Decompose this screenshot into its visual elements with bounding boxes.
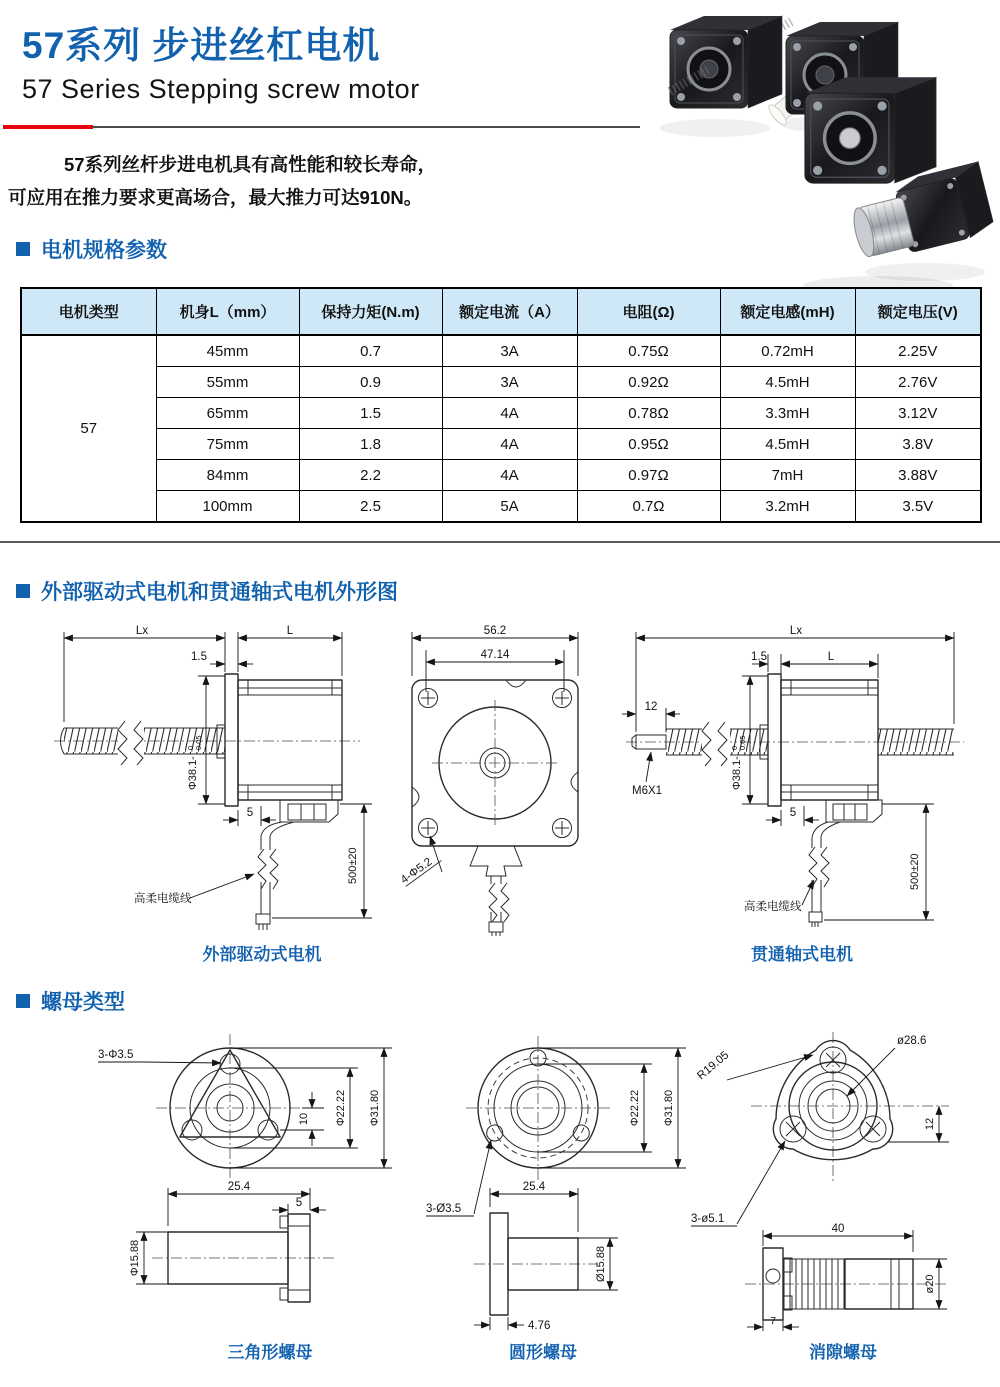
spec-cell: 45mm xyxy=(156,335,299,367)
spec-cell: 2.76V xyxy=(855,367,981,398)
antibacklash-nut-drawing xyxy=(685,1020,995,1332)
motor-type-cell: 57 xyxy=(21,335,156,522)
spec-col-header: 电机类型 xyxy=(21,288,156,335)
motor-photo-3 xyxy=(805,77,936,183)
cable-label: 高柔电缆线 xyxy=(134,893,192,905)
spec-cell: 2.25V xyxy=(855,335,981,367)
dim-lx: Lx xyxy=(135,625,149,637)
spec-cell: 0.92Ω xyxy=(577,367,720,398)
dim-offset: 5 xyxy=(789,807,797,819)
spec-cell: 4A xyxy=(442,429,577,460)
section-nuts xyxy=(16,986,125,1016)
section-outline xyxy=(16,576,398,606)
section-outline-title: 外部驱动式电机和贯通轴式电机外形图 xyxy=(41,581,398,604)
spec-cell: 5A xyxy=(442,491,577,523)
spec-cell: 7mH xyxy=(720,460,855,491)
section-bullet-icon xyxy=(16,994,30,1008)
dim-outer-dia: Φ31.80 xyxy=(663,1089,675,1127)
spec-cell: 0.7Ω xyxy=(577,491,720,523)
intro-paragraph xyxy=(8,148,528,214)
table-row xyxy=(21,429,981,460)
spec-cell: 2.5 xyxy=(299,491,442,523)
dim-width: 56.2 xyxy=(483,625,507,637)
dim-body-dia: Φ15.88 xyxy=(129,1239,141,1277)
spec-cell: 4.5mH xyxy=(720,429,855,460)
title-rule-red xyxy=(3,125,93,129)
title-rule xyxy=(3,125,640,129)
spec-cell: 3.8V xyxy=(855,429,981,460)
spec-cell: 3.2mH xyxy=(720,491,855,523)
spec-cell: 2.2 xyxy=(299,460,442,491)
section-bullet-icon xyxy=(16,242,30,256)
dim-holes: 3-Ø3.5 xyxy=(426,1203,462,1215)
table-row xyxy=(21,460,981,491)
motor-photo-1 xyxy=(670,16,791,108)
spec-cell: 0.72mH xyxy=(720,335,855,367)
dim-lip: 1.5 xyxy=(751,651,767,663)
dim-length: 25.4 xyxy=(522,1181,546,1193)
table-row xyxy=(21,367,981,398)
dim-cable-length: 500±20 xyxy=(347,847,359,884)
dim-dia: ø28.6 xyxy=(897,1035,927,1047)
caption-antibacklash-nut: 消隙螺母 xyxy=(809,1343,877,1362)
page-title: 57系列 步进丝杠电机 xyxy=(22,25,381,66)
spec-cell: 0.78Ω xyxy=(577,398,720,429)
spec-cell: 4A xyxy=(442,460,577,491)
spec-cell: 1.5 xyxy=(299,398,442,429)
spec-col-header: 保持力矩(N.m) xyxy=(299,288,442,335)
svg-text:Φ38.1-: Φ38.1- xyxy=(731,756,743,790)
dim-flange: 5 xyxy=(295,1197,303,1209)
dim-stub: 12 xyxy=(644,701,658,713)
spec-table xyxy=(20,287,982,523)
dim-holes xyxy=(399,851,442,887)
dim-holes: 3-ø5.1 xyxy=(691,1213,725,1225)
spec-cell: 65mm xyxy=(156,398,299,429)
dim-pilot-dia: Φ22.22 xyxy=(629,1089,641,1127)
spec-col-header: 机身L（mm） xyxy=(156,288,299,335)
spec-cell: 0.7 xyxy=(299,335,442,367)
spec-cell: 84mm xyxy=(156,460,299,491)
spec-cell: 3.88V xyxy=(855,460,981,491)
section-divider xyxy=(0,541,1000,543)
cable-label: 高柔电缆线 xyxy=(744,901,802,913)
dim-length: 25.4 xyxy=(227,1181,251,1193)
spec-cell: 4A xyxy=(442,398,577,429)
dim-pilot-dia: Φ22.22 xyxy=(335,1089,347,1127)
spec-cell: 100mm xyxy=(156,491,299,523)
spec-cell: 0.97Ω xyxy=(577,460,720,491)
section-bullet-icon xyxy=(16,584,30,598)
table-row xyxy=(21,335,981,367)
page-subtitle: 57 Series Stepping screw motor xyxy=(22,73,420,104)
spec-cell: 3.12V xyxy=(855,398,981,429)
spec-col-header: 额定电流（A） xyxy=(442,288,577,335)
caption-through-motor: 贯通轴式电机 xyxy=(751,945,853,964)
dim-body-dia: Ø15.88 xyxy=(595,1245,607,1283)
table-row xyxy=(21,398,981,429)
dim-body-dia: ø20 xyxy=(924,1274,936,1294)
spec-cell: 4.5mH xyxy=(720,367,855,398)
spec-cell: 75mm xyxy=(156,429,299,460)
caption-round-nut: 圆形螺母 xyxy=(509,1343,577,1362)
dim-thread: M6X1 xyxy=(632,785,663,797)
through-shaft-motor-drawing xyxy=(616,622,994,937)
section-nuts-title: 螺母类型 xyxy=(41,991,125,1014)
dim-outer-dia: Φ31.80 xyxy=(369,1089,381,1127)
dim-offset: 12 xyxy=(924,1117,936,1131)
spec-cell: 3.5V xyxy=(855,491,981,523)
dim-flange: 4.76 xyxy=(528,1320,551,1332)
spec-cell: 0.95Ω xyxy=(577,429,720,460)
svg-text:4-Φ5.2: 4-Φ5.2 xyxy=(398,855,435,887)
spec-header-row xyxy=(21,288,981,335)
spec-cell: 3A xyxy=(442,367,577,398)
dim-l: L xyxy=(286,625,294,637)
page-header xyxy=(22,26,420,105)
svg-text:Φ38.1-: Φ38.1- xyxy=(187,756,199,790)
dim-flange: 7 xyxy=(770,1315,776,1327)
dim-lx: Lx xyxy=(789,625,803,637)
triangle-nut-drawing xyxy=(40,1020,430,1332)
dim-lip: 1.5 xyxy=(191,651,207,663)
svg-text:0.05: 0.05 xyxy=(194,735,203,750)
svg-text:0: 0 xyxy=(186,745,195,750)
dim-offset: 10 xyxy=(298,1112,310,1126)
svg-text:0: 0 xyxy=(730,745,739,750)
spec-cell: 55mm xyxy=(156,367,299,398)
intro-line-1: 57系列丝杆步进电机具有高性能和较长寿命， xyxy=(64,154,437,175)
spec-cell: 3.3mH xyxy=(720,398,855,429)
dim-lobe-radius: R19.05 xyxy=(695,1049,732,1083)
caption-triangle-nut: 三角形螺母 xyxy=(227,1343,313,1362)
title-rule-gray xyxy=(93,126,640,128)
spec-cell: 3A xyxy=(442,335,577,367)
spec-cell: 0.75Ω xyxy=(577,335,720,367)
spec-cell: 0.9 xyxy=(299,367,442,398)
external-motor-drawing xyxy=(42,622,392,937)
spec-cell: 1.8 xyxy=(299,429,442,460)
dim-hole-pitch: 47.14 xyxy=(480,649,510,661)
dim-offset: 5 xyxy=(246,807,254,819)
spec-col-header: 电阻(Ω) xyxy=(577,288,720,335)
spec-col-header: 额定电感(mH) xyxy=(720,288,855,335)
front-view-drawing xyxy=(398,622,618,937)
intro-line-2: 可应用在推力要求更高场合，最大推力可达910N。 xyxy=(8,187,423,208)
spec-col-header: 额定电压(V) xyxy=(855,288,981,335)
round-nut-drawing xyxy=(420,1020,705,1332)
svg-text:0.05: 0.05 xyxy=(738,735,747,750)
section-specs-title: 电机规格参数 xyxy=(41,239,167,262)
section-specs xyxy=(16,234,167,264)
dim-l: L xyxy=(827,651,835,663)
dim-length: 40 xyxy=(831,1223,845,1235)
table-row xyxy=(21,491,981,523)
caption-external-motor: 外部驱动式电机 xyxy=(202,945,322,964)
dim-holes: 3-Φ3.5 xyxy=(98,1049,134,1061)
product-photo xyxy=(640,0,1000,300)
dim-cable-length: 500±20 xyxy=(909,853,921,890)
